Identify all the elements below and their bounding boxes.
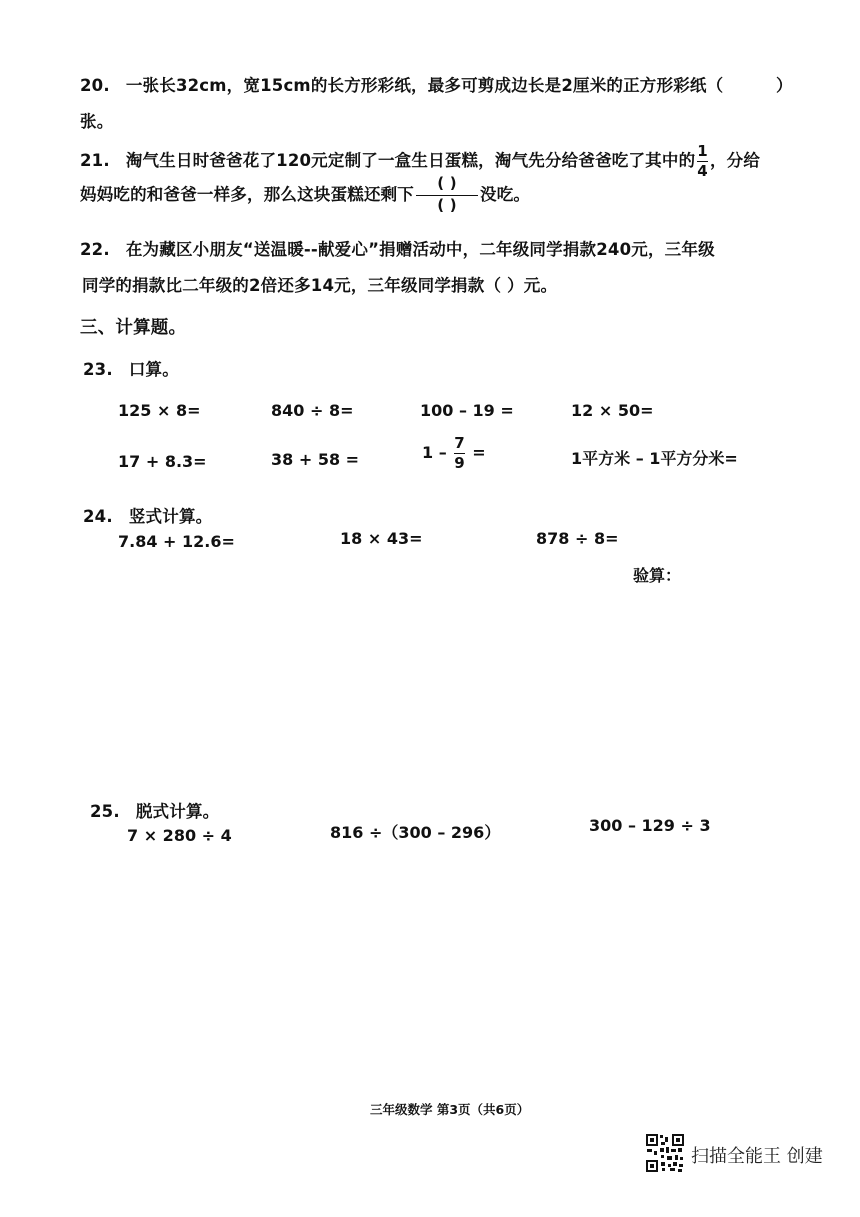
fraction (454, 436, 464, 471)
blank-numerator: ( ) (437, 174, 457, 192)
oral-calc-8: 1平方米 – 1平方分米= (571, 449, 738, 468)
section-title: 三、计算题。 (80, 318, 187, 338)
question-20 (80, 72, 723, 96)
step-calc-3: 300 – 129 ÷ 3 (589, 816, 711, 835)
question-25 (90, 798, 219, 822)
qr-code-icon (645, 1133, 685, 1173)
question-title: 口算。 (128, 360, 179, 379)
question-22-line2: 同学的捐款比二年级的2倍还多14元，三年级同学捐款（ ）元。 (82, 276, 558, 295)
question-23 (83, 356, 179, 380)
fraction-denominator: 4 (697, 162, 708, 180)
column-calc-2: 18 × 43= (340, 529, 423, 548)
question-number: 22. (80, 240, 110, 259)
answer-fraction-blank (416, 176, 478, 215)
oral-calc-2: 840 ÷ 8= (271, 401, 354, 420)
watermark-text: 扫描全能王 创建 (691, 1146, 823, 1167)
question-21 (80, 144, 760, 179)
step-calc-1: 7 × 280 ÷ 4 (127, 826, 232, 845)
column-calc-1: 7.84 + 12.6= (118, 532, 235, 551)
question-text: ，分给 (709, 151, 761, 170)
question-number: 23. (83, 360, 113, 379)
oral-calc-3: 100 – 19 = (420, 401, 514, 420)
question-number: 25. (90, 802, 120, 821)
fraction-numerator: 7 (454, 434, 465, 452)
question-20-tail: 张。 (80, 112, 114, 131)
question-text: 在为藏区小朋友“送温暖--献爱心”捐赠活动中，二年级同学捐款240元，三年级 (125, 240, 715, 259)
question-text: 妈妈吃的和爸爸一样多，那么这块蛋糕还剩下 (80, 185, 414, 204)
question-24 (83, 503, 212, 527)
question-number: 24. (83, 507, 113, 526)
question-22 (80, 236, 715, 260)
question-text: 没吃。 (480, 185, 531, 204)
answer-blank-close: ） (776, 76, 793, 95)
check-label: 验算： (633, 566, 682, 585)
expr-part: = (472, 443, 486, 462)
question-number: 20. (80, 76, 110, 95)
question-text: 一张长32cm，宽15cm的长方形彩纸，最多可剪成边长是2厘米的正方形彩纸（ (125, 76, 724, 95)
question-21-line2 (80, 176, 530, 215)
question-number: 21. (80, 151, 110, 170)
oral-calc-6: 38 + 58 = (271, 450, 360, 469)
fraction (697, 144, 708, 179)
step-calc-2: 816 ÷（300 – 296） (330, 823, 501, 842)
oral-calc-5: 17 + 8.3= (118, 452, 207, 471)
question-title: 脱式计算。 (135, 802, 220, 821)
page-footer: 三年级数学 第3页（共6页） (370, 1102, 530, 1117)
expr-part: 1 – (422, 443, 447, 462)
oral-calc-7 (422, 436, 486, 471)
blank-denominator: ( ) (437, 196, 457, 214)
column-calc-3: 878 ÷ 8= (536, 529, 619, 548)
question-title: 竖式计算。 (128, 507, 213, 526)
fraction-numerator: 1 (697, 142, 708, 160)
fraction-denominator: 9 (454, 454, 465, 472)
oral-calc-4: 12 × 50= (571, 401, 654, 420)
oral-calc-1: 125 × 8= (118, 401, 201, 420)
question-text: 淘气生日时爸爸花了120元定制了一盒生日蛋糕，淘气先分给爸爸吃了其中的 (125, 151, 696, 170)
